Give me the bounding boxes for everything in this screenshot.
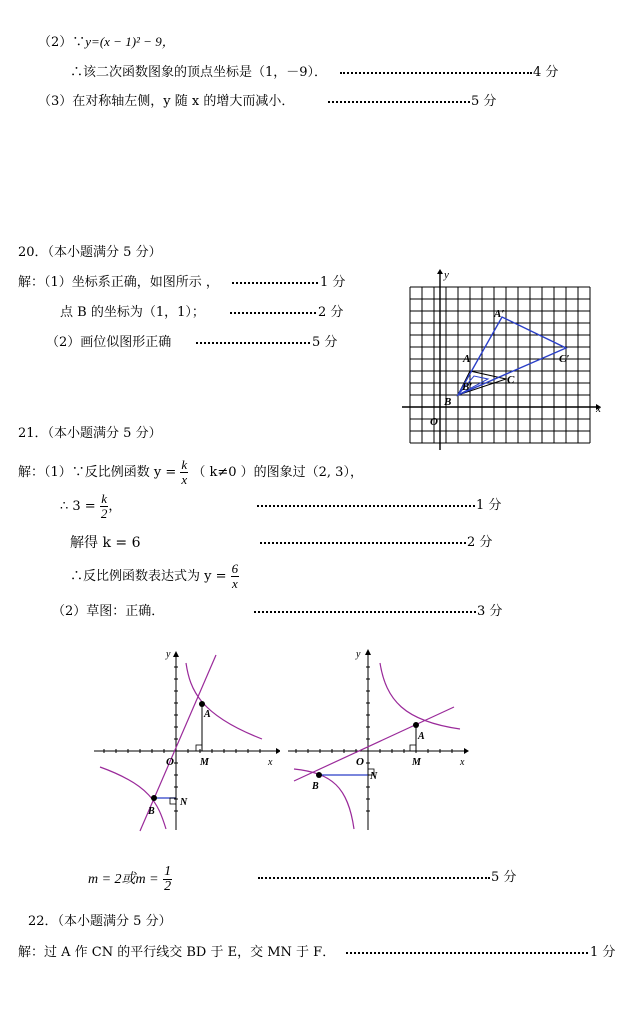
point-label-m: M (200, 757, 209, 768)
q19-part2: （2）∵y=(x − 1)² − 9， (38, 34, 175, 50)
score-label: 5 分 (471, 94, 497, 109)
origin-label: O (166, 756, 174, 768)
point-label-a: A (463, 353, 471, 365)
fraction-6-over-x: $\frac{6}{x}$ (231, 561, 239, 591)
origin-label: O (356, 756, 364, 768)
score-label: 3 分 (477, 604, 503, 619)
leader-dots (232, 282, 318, 284)
score-label: 1 分 (320, 275, 346, 290)
axis-label-x: x (596, 403, 601, 415)
leader-dots (346, 952, 588, 954)
point-label-c: C (507, 374, 515, 386)
point-label-b: B (312, 781, 319, 792)
leader-dots (230, 312, 316, 314)
origin-label: O (430, 416, 438, 428)
q21-step2: ∴ 3 = $\frac{k}{2}$ ， (60, 491, 122, 521)
point-label-n: N (180, 797, 188, 808)
score-label: 5 分 (491, 870, 517, 885)
point-label-m: M (412, 757, 421, 768)
leader-dots (254, 611, 476, 613)
q21-header: 21．（本小题满分 5 分） (18, 426, 162, 441)
point-label-a-prime: A′ (494, 308, 505, 320)
axis-label-y: y (356, 649, 361, 660)
leader-dots (260, 542, 466, 544)
fraction-k-over-2: $\frac{k}{2}$ (100, 491, 108, 521)
point-label-a: A (418, 731, 425, 742)
score-label: 1 分 (590, 945, 616, 960)
score-label: 4 分 (533, 65, 559, 80)
q20-sol2: 点 B 的坐标为（1，1）； (60, 305, 205, 320)
axis-label-y: y (444, 269, 449, 281)
axis-label-x: x (460, 757, 465, 768)
fraction-1-over-2: $\frac{1}{2}$ (164, 863, 172, 894)
q22-header: 22．（本小题满分 5 分） (28, 914, 172, 929)
q21-part2: （2）草图：正确． (52, 604, 165, 619)
point-label-n: N (370, 771, 378, 782)
q20-sol3: （2）画位似图形正确 (46, 335, 172, 350)
q19-vertex-text: ∴该二次函数图象的顶点坐标是（1，－9）． (70, 65, 328, 80)
point-label-b: B (444, 396, 452, 408)
axis-label-x: x (268, 757, 273, 768)
score-label: 2 分 (318, 305, 344, 320)
q20-sol1: 解：（1）坐标系正确，如图所示 ， (18, 275, 219, 290)
score-label: 2 分 (467, 535, 493, 550)
leader-dots (340, 72, 532, 74)
leader-dots (328, 101, 470, 103)
q20-header: 20．（本小题满分 5 分） (18, 245, 162, 260)
point-label-b: B (148, 806, 155, 817)
leader-dots (196, 342, 310, 344)
point-label-c-prime: C′ (559, 353, 570, 365)
score-label: 5 分 (312, 335, 338, 350)
homothety-grid-figure (400, 262, 610, 452)
q21-answer: m = 2或m = $\frac{1}{2}$ (88, 863, 172, 894)
leader-dots (258, 877, 490, 879)
point-label-b-prime: B′ (462, 381, 473, 393)
q21-step4: ∴反比例函数表达式为 y = $\frac{6}{x}$ (70, 561, 239, 591)
score-label: 1 分 (476, 498, 502, 513)
axis-label-y: y (166, 649, 171, 660)
inverse-function-graph-left (90, 645, 280, 835)
inverse-function-graph-right (284, 645, 474, 835)
q19-part3: （3）在对称轴左侧，y 随 x 的增大而减小． (38, 94, 295, 109)
q21-step3: 解得 k = 6 (70, 535, 141, 551)
leader-dots (257, 505, 475, 507)
q22-sol: 解：过 A 作 CN 的平行线交 BD 于 E，交 MN 于 F． (18, 945, 336, 960)
q21-sol1: 解：（1）∵反比例函数 y = $\frac{k}{x}$ （ k≠0 ）的图象过（2, 3）， (18, 457, 363, 487)
fraction-k-over-x: $\frac{k}{x}$ (181, 457, 188, 487)
point-label-a: A (204, 709, 211, 720)
